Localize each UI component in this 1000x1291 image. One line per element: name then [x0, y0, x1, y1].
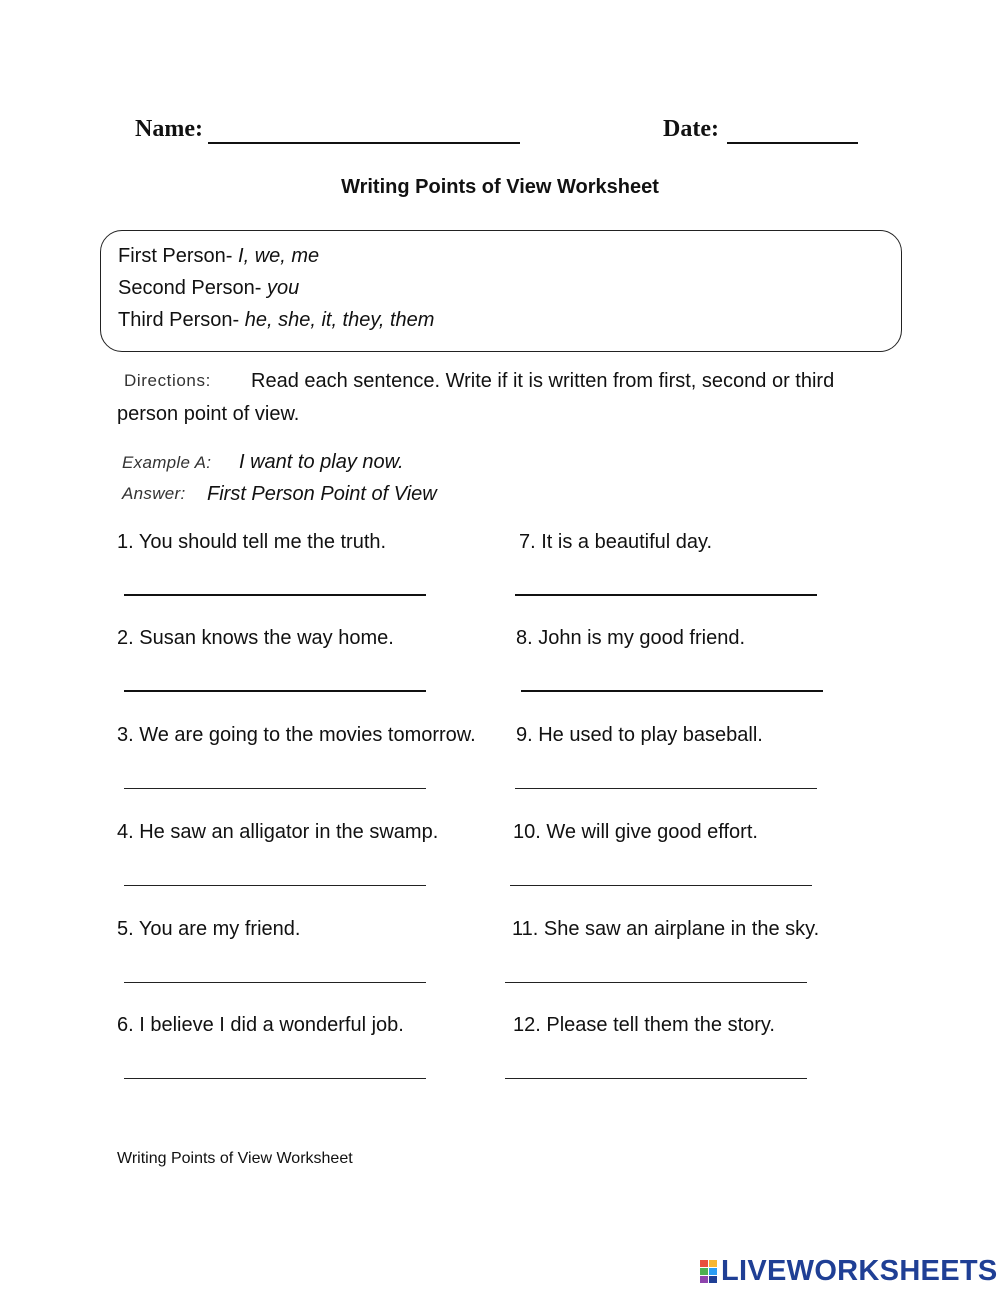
answer-field-6[interactable]	[124, 1078, 426, 1079]
question-2: 2. Susan knows the way home.	[117, 627, 394, 649]
liveworksheets-brand[interactable]	[700, 1256, 998, 1286]
answer-field-8[interactable]	[521, 690, 823, 692]
question-8: 8. John is my good friend.	[516, 627, 746, 649]
second-person-pronouns: you	[266, 277, 300, 299]
second-person-label: Second Person-	[118, 277, 262, 299]
worksheet-title: Writing Points of View Worksheet	[341, 176, 659, 198]
first-person-row	[118, 245, 319, 268]
directions-label: Directions:	[124, 371, 211, 390]
answer-field-1[interactable]	[124, 594, 426, 596]
question-9: 9. He used to play baseball.	[516, 724, 763, 746]
question-5: 5. You are my friend.	[117, 918, 301, 940]
question-6: 6. I believe I did a wonderful job.	[117, 1014, 404, 1036]
pronoun-box	[100, 230, 902, 352]
question-4: 4. He saw an alligator in the swamp.	[117, 821, 439, 843]
brand-name: LIVEWORKSHEETS	[721, 1254, 998, 1287]
third-person-row	[118, 309, 434, 332]
name-field[interactable]	[208, 142, 520, 144]
question-11: 11. She saw an airplane in the sky.	[512, 918, 820, 940]
answer-label: Answer:	[122, 484, 186, 503]
answer-field-5[interactable]	[124, 982, 426, 983]
logo-cell	[709, 1268, 717, 1275]
question-1: 1. You should tell me the truth.	[117, 531, 387, 553]
answer-field-7[interactable]	[515, 594, 817, 596]
answer-field-3[interactable]	[124, 788, 426, 789]
question-3: 3. We are going to the movies tomorrow.	[117, 724, 476, 746]
logo-cell	[709, 1276, 717, 1283]
answer-field-10[interactable]	[510, 885, 812, 886]
directions-text-line1: Read each sentence. Write if it is written from first, second or third	[251, 370, 835, 392]
date-label: Date:	[663, 116, 719, 142]
date-field[interactable]	[727, 142, 858, 144]
example-label: Example A:	[122, 453, 212, 472]
logo-cell	[700, 1268, 708, 1275]
question-7: 7. It is a beautiful day.	[519, 531, 713, 553]
answer-field-2[interactable]	[124, 690, 426, 692]
example-answer: First Person Point of View	[207, 483, 437, 505]
first-person-label: First Person-	[118, 245, 233, 267]
answer-field-11[interactable]	[505, 982, 807, 983]
logo-cell	[709, 1260, 717, 1267]
example-sentence: I want to play now.	[239, 451, 404, 473]
question-12: 12. Please tell them the story.	[513, 1014, 775, 1036]
answer-field-12[interactable]	[505, 1078, 807, 1079]
logo-cell	[700, 1260, 708, 1267]
brand-logo-icon	[700, 1260, 717, 1283]
second-person-row	[118, 277, 299, 300]
logo-cell	[700, 1276, 708, 1283]
third-person-label: Third Person-	[118, 309, 240, 331]
third-person-pronouns: he, she, it, they, them	[244, 309, 435, 331]
name-label: Name:	[135, 116, 203, 142]
directions-text-line2: person point of view.	[117, 403, 300, 425]
answer-field-4[interactable]	[124, 885, 426, 886]
answer-field-9[interactable]	[515, 788, 817, 789]
question-10: 10. We will give good effort.	[513, 821, 758, 843]
first-person-pronouns: I, we, me	[238, 245, 320, 267]
footer-text: Writing Points of View Worksheet	[117, 1150, 353, 1167]
